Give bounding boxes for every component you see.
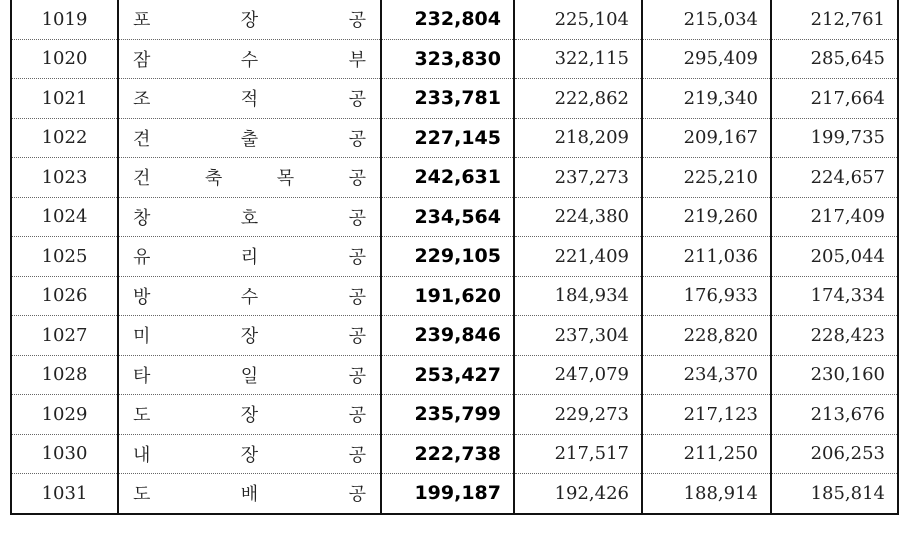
job-name-char: 축 [204, 168, 223, 190]
job-name-char: 장 [240, 10, 259, 32]
table-row [11, 316, 898, 356]
job-name-char: 장 [240, 326, 259, 348]
job-code-cell: 1024 [11, 197, 118, 237]
job-name-letters [133, 401, 366, 427]
job-name-char: 공 [348, 484, 366, 506]
job-name-letters [133, 480, 366, 506]
job-name-char: 일 [240, 365, 259, 387]
job-name-char: 공 [348, 365, 366, 387]
table-row [11, 197, 898, 237]
job-code-cell: 1026 [11, 276, 118, 316]
job-name-cell [118, 118, 381, 158]
job-name-char: 적 [240, 89, 259, 111]
wage-cell-prev-3: 213,676 [771, 395, 898, 435]
job-name-cell [118, 158, 381, 198]
job-name-cell [118, 434, 381, 474]
job-code-cell: 1028 [11, 355, 118, 395]
table-row [11, 39, 898, 79]
job-name-cell [118, 474, 381, 514]
wage-cell-prev-3: 217,409 [771, 197, 898, 237]
current-wage-cell: 232,804 [381, 0, 514, 39]
job-name-letters [133, 441, 366, 467]
wage-cell-prev-2: 225,210 [642, 158, 771, 198]
table-row [11, 79, 898, 119]
job-name-cell [118, 0, 381, 39]
job-name-char: 공 [348, 207, 366, 229]
current-wage-cell: 222,738 [381, 434, 514, 474]
wage-table-container [10, 0, 897, 515]
wage-cell-prev-2: 176,933 [642, 276, 771, 316]
table-row [11, 395, 898, 435]
job-name-char: 건 [133, 168, 151, 190]
job-name-char: 공 [348, 444, 366, 466]
job-code-cell: 1022 [11, 118, 118, 158]
wage-cell-prev-3: 228,423 [771, 316, 898, 356]
wage-cell-prev-2: 188,914 [642, 474, 771, 514]
current-wage-cell: 191,620 [381, 276, 514, 316]
job-name-letters [133, 283, 366, 309]
job-name-char: 창 [133, 207, 151, 229]
job-code-cell: 1023 [11, 158, 118, 198]
wage-cell-prev-1: 217,517 [514, 434, 642, 474]
wage-cell-prev-1: 237,273 [514, 158, 642, 198]
wage-cell-prev-1: 192,426 [514, 474, 642, 514]
current-wage-cell: 242,631 [381, 158, 514, 198]
wage-cell-prev-2: 295,409 [642, 39, 771, 79]
wage-cell-prev-1: 247,079 [514, 355, 642, 395]
job-name-char: 조 [133, 89, 151, 111]
job-name-char: 잠 [133, 49, 151, 71]
job-name-letters [133, 243, 366, 269]
table-row [11, 276, 898, 316]
wage-cell-prev-2: 211,250 [642, 434, 771, 474]
job-code-cell: 1031 [11, 474, 118, 514]
job-name-cell [118, 39, 381, 79]
job-name-char: 견 [133, 128, 151, 150]
wage-cell-prev-3: 224,657 [771, 158, 898, 198]
job-name-char: 공 [348, 89, 366, 111]
job-name-char: 공 [348, 405, 366, 427]
job-name-char: 타 [133, 365, 151, 387]
current-wage-cell: 233,781 [381, 79, 514, 119]
wage-cell-prev-3: 205,044 [771, 237, 898, 277]
current-wage-cell: 235,799 [381, 395, 514, 435]
job-name-char: 출 [240, 128, 259, 150]
job-code-cell: 1020 [11, 39, 118, 79]
job-name-char: 수 [240, 49, 259, 71]
wage-cell-prev-2: 209,167 [642, 118, 771, 158]
current-wage-cell: 227,145 [381, 118, 514, 158]
wage-cell-prev-1: 229,273 [514, 395, 642, 435]
job-name-char: 유 [133, 247, 151, 269]
job-name-char: 장 [240, 444, 259, 466]
job-name-char: 리 [240, 247, 259, 269]
job-name-char: 장 [240, 405, 259, 427]
job-name-char: 배 [240, 484, 259, 506]
wage-cell-prev-1: 322,115 [514, 39, 642, 79]
job-name-char: 공 [348, 247, 366, 269]
wage-cell-prev-3: 174,334 [771, 276, 898, 316]
job-name-letters [133, 6, 366, 32]
job-name-letters [133, 46, 366, 72]
job-name-char: 내 [133, 444, 151, 466]
job-name-char: 공 [348, 168, 366, 190]
job-name-cell [118, 316, 381, 356]
table-row [11, 118, 898, 158]
current-wage-cell: 234,564 [381, 197, 514, 237]
wage-table [10, 0, 899, 515]
current-wage-cell: 229,105 [381, 237, 514, 277]
job-name-char: 공 [348, 128, 366, 150]
job-name-char: 공 [348, 286, 366, 308]
table-row [11, 0, 898, 39]
wage-cell-prev-2: 228,820 [642, 316, 771, 356]
wage-cell-prev-1: 224,380 [514, 197, 642, 237]
job-name-char: 방 [133, 286, 151, 308]
wage-cell-prev-1: 184,934 [514, 276, 642, 316]
job-code-cell: 1025 [11, 237, 118, 277]
table-row [11, 158, 898, 198]
job-name-char: 부 [348, 49, 366, 71]
wage-cell-prev-3: 230,160 [771, 355, 898, 395]
job-name-char: 호 [240, 207, 259, 229]
job-name-char: 목 [276, 168, 295, 190]
job-name-cell [118, 237, 381, 277]
wage-cell-prev-2: 211,036 [642, 237, 771, 277]
job-code-cell: 1029 [11, 395, 118, 435]
job-name-char: 공 [348, 326, 366, 348]
wage-cell-prev-2: 234,370 [642, 355, 771, 395]
wage-table-body [11, 0, 898, 514]
job-name-letters [133, 164, 366, 190]
current-wage-cell: 253,427 [381, 355, 514, 395]
job-name-letters [133, 85, 366, 111]
wage-cell-prev-3: 185,814 [771, 474, 898, 514]
job-name-letters [133, 204, 366, 230]
wage-cell-prev-3: 212,761 [771, 0, 898, 39]
job-name-char: 수 [240, 286, 259, 308]
wage-cell-prev-3: 217,664 [771, 79, 898, 119]
job-name-letters [133, 322, 366, 348]
job-name-cell [118, 395, 381, 435]
job-name-cell [118, 197, 381, 237]
job-code-cell: 1030 [11, 434, 118, 474]
job-name-char: 미 [133, 326, 151, 348]
table-row [11, 237, 898, 277]
wage-cell-prev-3: 285,645 [771, 39, 898, 79]
job-name-char: 포 [133, 10, 151, 32]
job-name-cell [118, 276, 381, 316]
wage-cell-prev-3: 206,253 [771, 434, 898, 474]
job-name-letters [133, 125, 366, 151]
job-code-cell: 1019 [11, 0, 118, 39]
wage-cell-prev-3: 199,735 [771, 118, 898, 158]
table-row [11, 474, 898, 514]
wage-cell-prev-2: 217,123 [642, 395, 771, 435]
job-name-char: 공 [348, 10, 366, 32]
wage-cell-prev-1: 222,862 [514, 79, 642, 119]
table-row [11, 434, 898, 474]
job-name-cell [118, 355, 381, 395]
current-wage-cell: 199,187 [381, 474, 514, 514]
wage-cell-prev-1: 218,209 [514, 118, 642, 158]
table-row [11, 355, 898, 395]
current-wage-cell: 323,830 [381, 39, 514, 79]
wage-cell-prev-2: 215,034 [642, 0, 771, 39]
job-code-cell: 1027 [11, 316, 118, 356]
wage-cell-prev-2: 219,340 [642, 79, 771, 119]
job-name-char: 도 [133, 484, 151, 506]
wage-cell-prev-1: 237,304 [514, 316, 642, 356]
job-name-cell [118, 79, 381, 119]
job-name-letters [133, 362, 366, 388]
current-wage-cell: 239,846 [381, 316, 514, 356]
wage-cell-prev-1: 225,104 [514, 0, 642, 39]
job-code-cell: 1021 [11, 79, 118, 119]
job-name-char: 도 [133, 405, 151, 427]
wage-cell-prev-1: 221,409 [514, 237, 642, 277]
wage-cell-prev-2: 219,260 [642, 197, 771, 237]
